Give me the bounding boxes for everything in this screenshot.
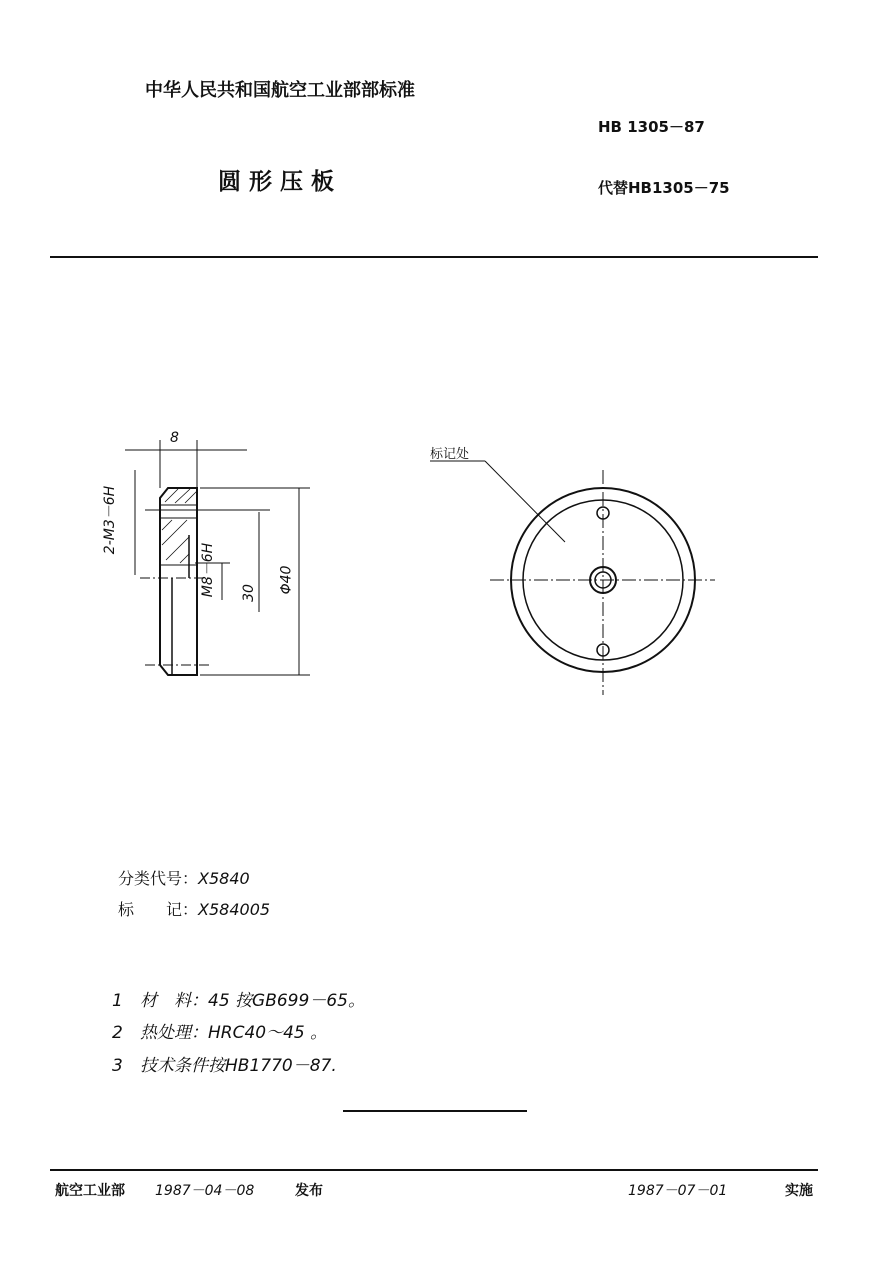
- dim-width: 8: [170, 430, 179, 446]
- classification-code-value: X5840: [198, 869, 250, 888]
- dim-pitch: 30: [240, 584, 257, 602]
- mark-code-value: X584005: [198, 900, 271, 919]
- mark-location-label: 标记处: [430, 447, 470, 462]
- classification-code-label: 分类代号：: [118, 869, 199, 888]
- side-view-outline: [160, 488, 197, 675]
- document-title: 圆 形 压 板: [218, 169, 335, 195]
- note-item: 3 技术条件按HB1770－87.: [112, 1056, 337, 1076]
- section-hatching: [162, 489, 197, 563]
- note-item: 1 材 料：45 按GB699－65。: [112, 991, 365, 1011]
- footer-effective-label: 实施: [785, 1183, 813, 1199]
- mark-code: [118, 897, 270, 920]
- end-rule: [343, 1110, 527, 1112]
- footer-issue-label: 发布: [295, 1183, 323, 1199]
- note-item: 2 热处理：HRC40～45 。: [112, 1023, 328, 1043]
- dim-thread-holes: 2-M3－6H: [102, 485, 119, 555]
- org-standard-heading: 中华人民共和国航空工业部部标准: [145, 80, 415, 101]
- footer-issuer: 航空工业部: [55, 1183, 125, 1199]
- footer-divider: [50, 1169, 818, 1171]
- classification-code: [118, 866, 250, 889]
- standard-number: HB 1305－87: [598, 118, 705, 136]
- dim-diameter: Φ40: [278, 565, 295, 595]
- mark-code-label: 标 记：: [118, 900, 199, 919]
- footer-issue-date: 1987－04－08: [155, 1183, 255, 1199]
- dim-center-thread: M8－6H: [200, 542, 217, 598]
- footer-effective-date: 1987－07－01: [628, 1183, 728, 1199]
- replaces-standard: 代替HB1305－75: [598, 179, 730, 197]
